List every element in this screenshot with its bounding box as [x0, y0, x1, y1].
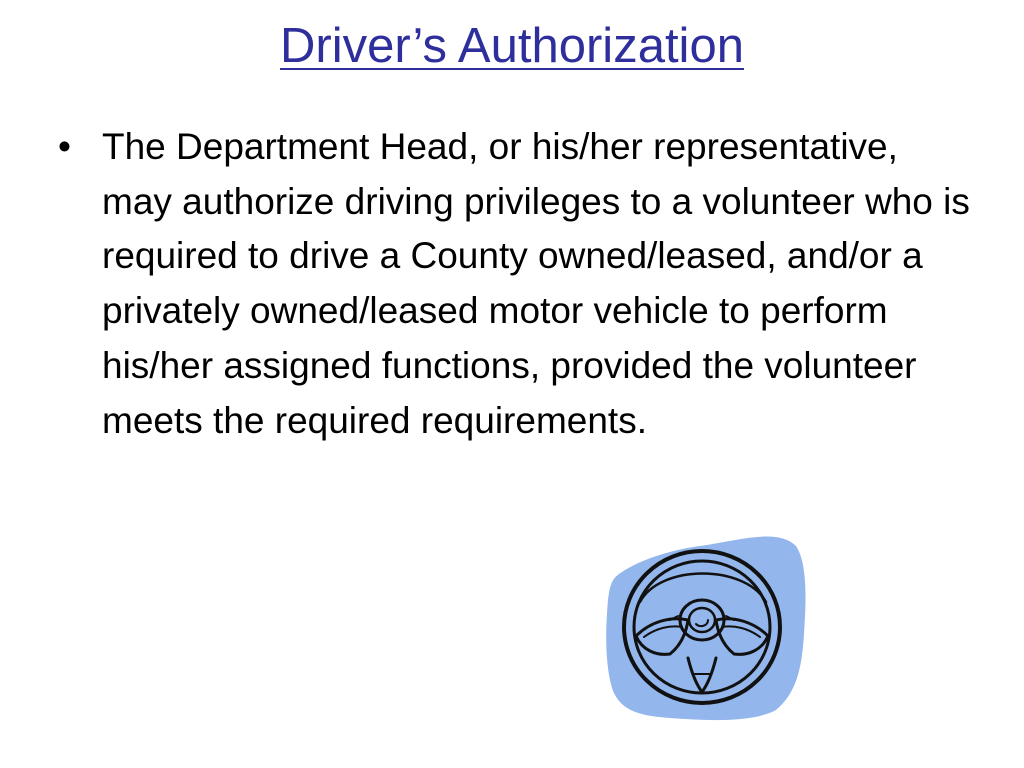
slide-title: Driver’s Authorization [280, 19, 744, 73]
bullet-text: The Department Head, or his/her representative, may authorize driving privileges to a volunteer who is required to drive a County owned/leased, and/or a privately owned/leased motor vehicle to perform his/her assigned functions, provided the volunteer meets the required requirements. [102, 126, 970, 441]
bullet-item [58, 120, 978, 448]
bullet-marker: • [58, 126, 71, 167]
steering-wheel-icon [600, 524, 810, 724]
bullet-list [58, 120, 978, 448]
